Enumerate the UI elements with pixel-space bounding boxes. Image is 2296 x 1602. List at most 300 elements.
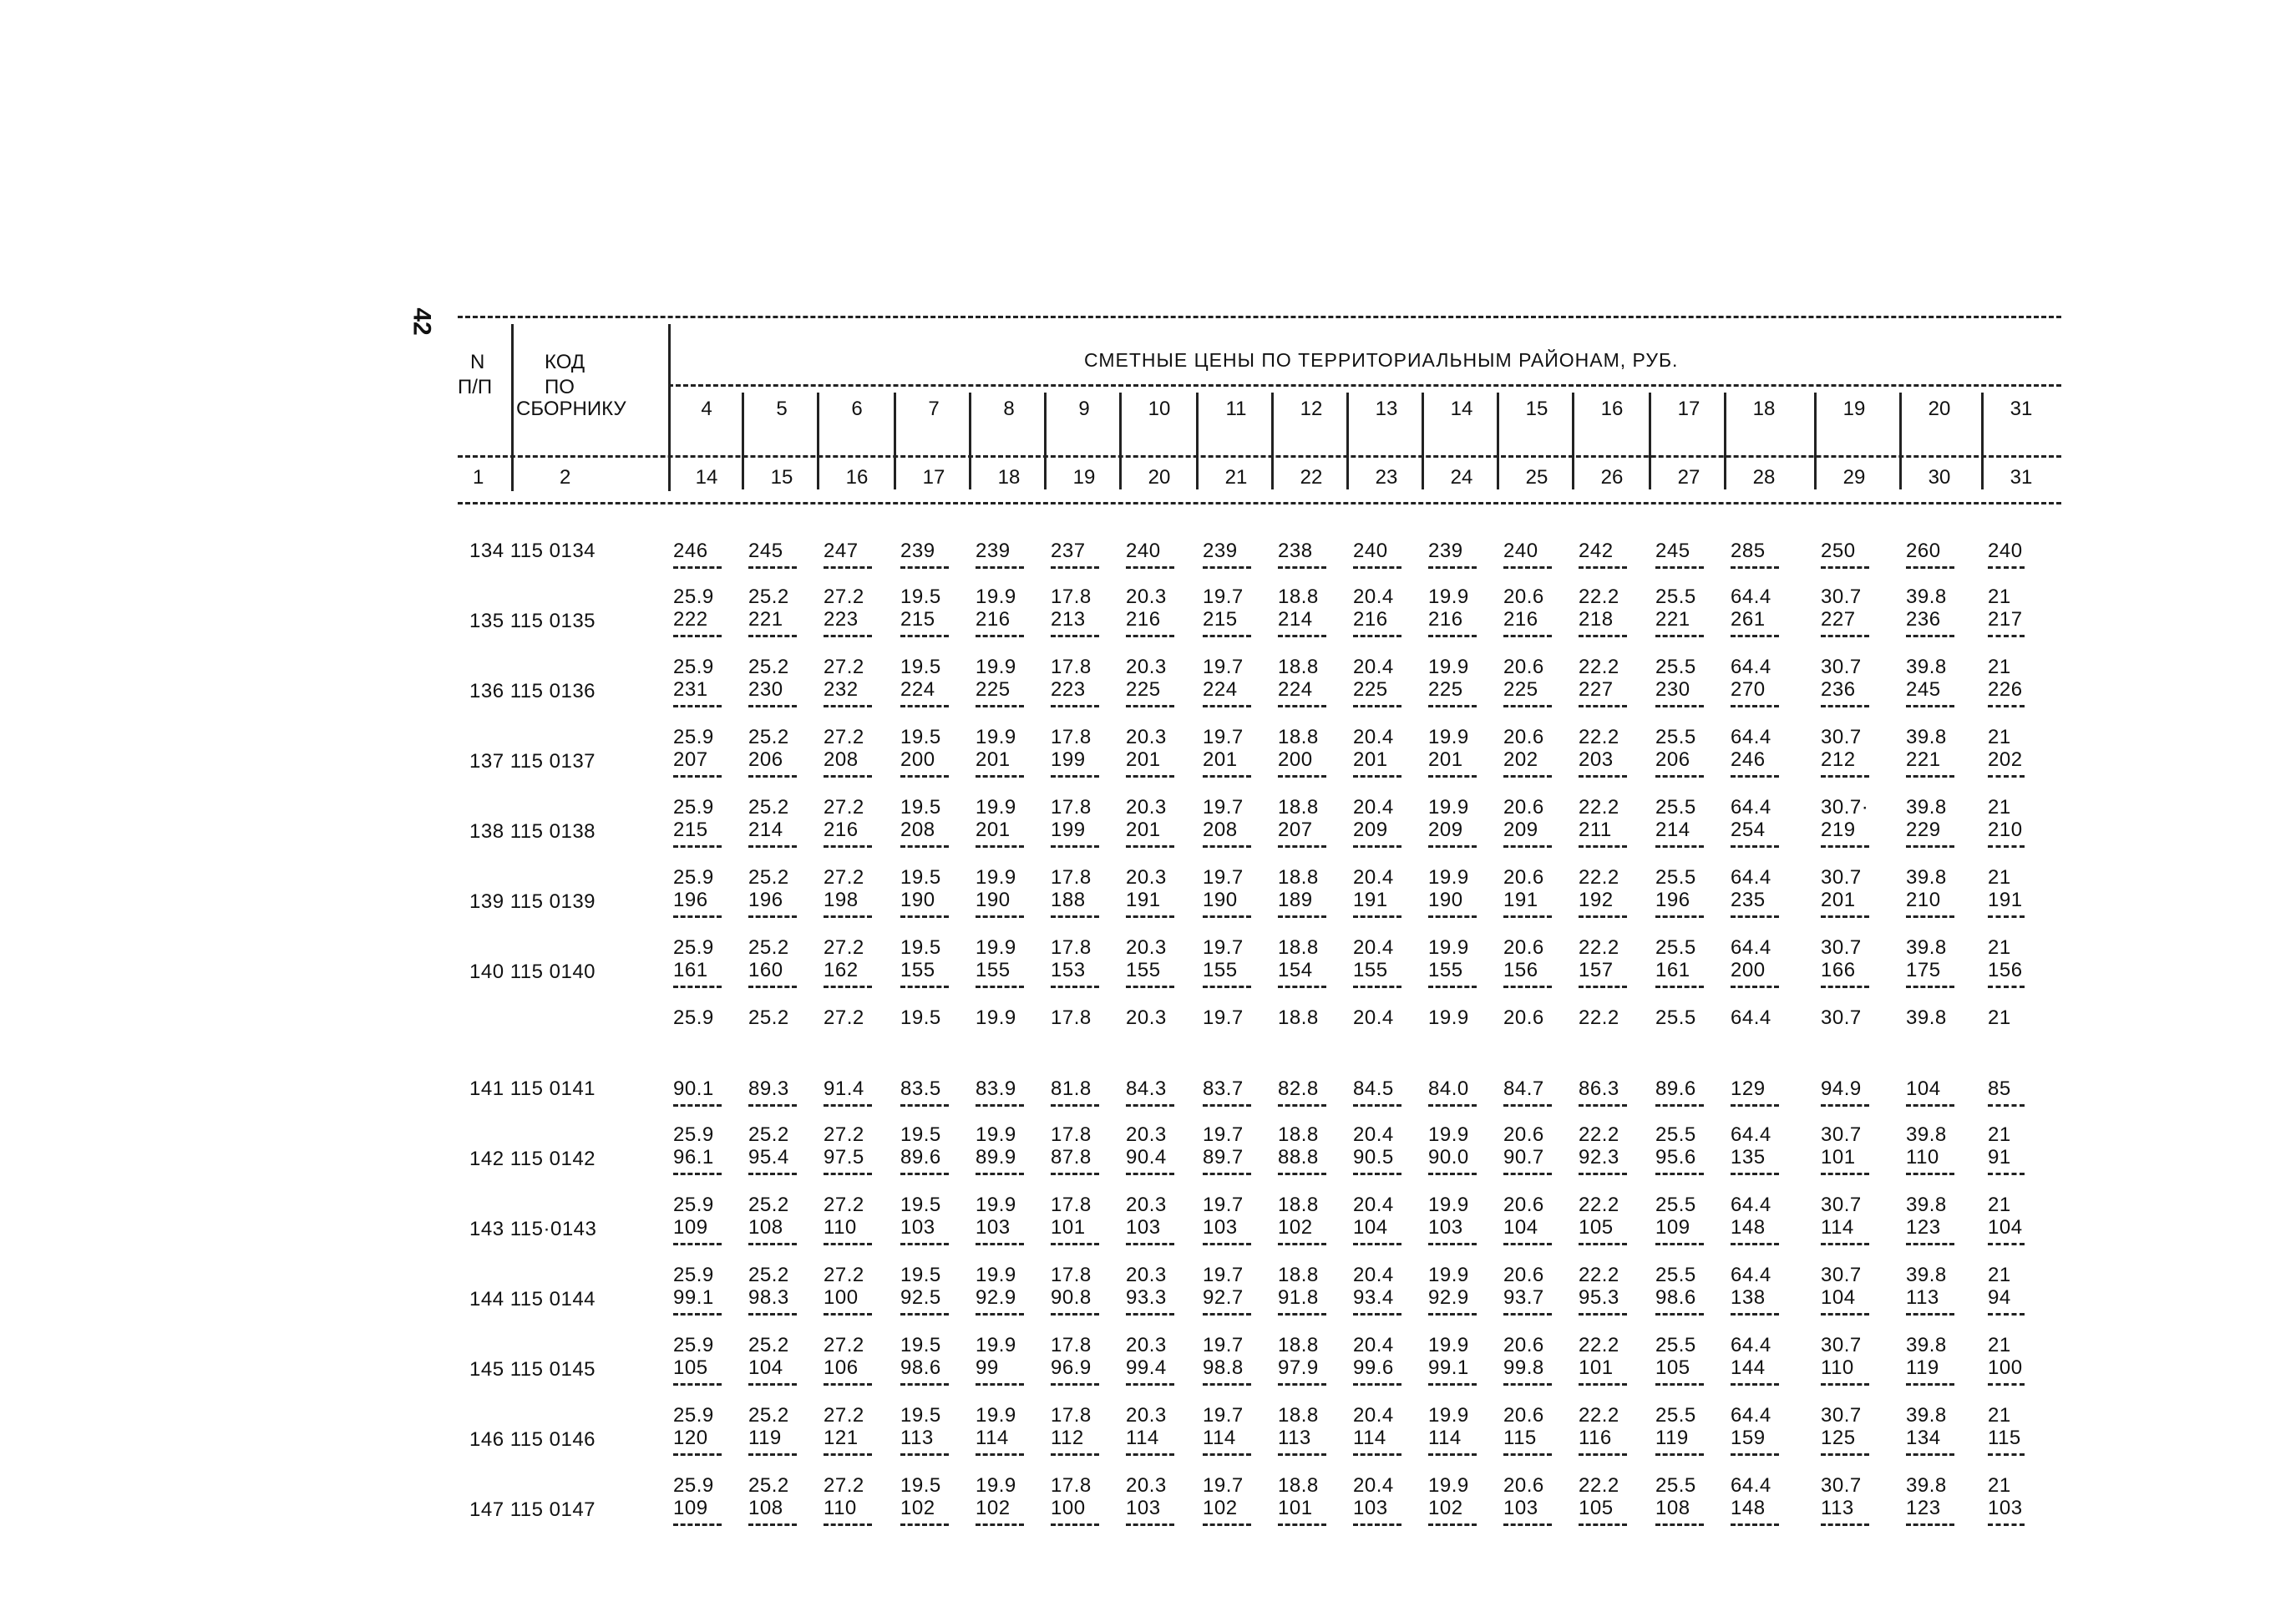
price-cell: 19.5 bbox=[900, 796, 941, 819]
price-cell: 22.2 bbox=[1579, 1006, 1619, 1029]
fraction-bar bbox=[1203, 1383, 1251, 1386]
price-cell: 17.8 bbox=[1051, 1006, 1092, 1029]
price-cell: 104 bbox=[1988, 1216, 2023, 1239]
fraction-bar bbox=[1428, 1313, 1477, 1316]
price-cell: 260 bbox=[1906, 540, 1941, 562]
price-cell: 27.2 bbox=[824, 1334, 864, 1356]
row-code: 146 115 0146 bbox=[469, 1428, 596, 1451]
fraction-bar bbox=[976, 1243, 1024, 1245]
fraction-bar bbox=[1203, 1173, 1251, 1175]
fraction-bar bbox=[900, 915, 949, 918]
fraction-bar bbox=[1503, 1453, 1552, 1456]
price-cell: 22.2 bbox=[1579, 726, 1619, 748]
price-cell: 213 bbox=[1051, 608, 1086, 631]
price-cell: 104 bbox=[748, 1356, 783, 1379]
price-cell: 225 bbox=[1428, 678, 1463, 701]
price-cell: 64.4 bbox=[1731, 1334, 1771, 1356]
fraction-bar bbox=[1203, 1104, 1251, 1107]
price-cell: 20.4 bbox=[1353, 1474, 1394, 1497]
fraction-bar bbox=[1051, 775, 1099, 778]
fraction-bar bbox=[1203, 1453, 1251, 1456]
fraction-bar bbox=[976, 986, 1024, 988]
fraction-bar bbox=[824, 1173, 872, 1175]
price-cell: 19.5 bbox=[900, 1404, 941, 1427]
fraction-bar bbox=[1579, 1523, 1627, 1526]
fraction-bar bbox=[824, 1104, 872, 1107]
price-cell: 17.8 bbox=[1051, 656, 1092, 678]
fraction-bar bbox=[1731, 1313, 1779, 1316]
row-code: 147 115 0147 bbox=[469, 1498, 596, 1521]
fraction-bar bbox=[1051, 1173, 1099, 1175]
price-cell: 99.6 bbox=[1353, 1356, 1394, 1379]
fraction-bar bbox=[1203, 775, 1251, 778]
price-cell: 19.5 bbox=[900, 1264, 941, 1286]
price-cell: 155 bbox=[976, 959, 1011, 981]
price-cell: 82.8 bbox=[1278, 1077, 1319, 1100]
price-cell: 17.8 bbox=[1051, 1264, 1092, 1286]
price-cell: 21 bbox=[1988, 1264, 2011, 1286]
fraction-bar bbox=[976, 1453, 1024, 1456]
fraction-bar bbox=[673, 566, 722, 569]
price-cell: 162 bbox=[824, 959, 859, 981]
fraction-bar bbox=[1579, 1383, 1627, 1386]
price-cell: 30.7 bbox=[1821, 1474, 1862, 1497]
price-cell: 19.5 bbox=[900, 1194, 941, 1216]
price-cell: 64.4 bbox=[1731, 656, 1771, 678]
price-cell: 25.5 bbox=[1655, 1194, 1696, 1216]
price-cell: 18.8 bbox=[1278, 656, 1319, 678]
price-cell: 19.7 bbox=[1203, 726, 1244, 748]
district-number: 6 bbox=[851, 398, 863, 420]
row-code: 134 115 0134 bbox=[469, 540, 596, 562]
price-cell: 201 bbox=[1126, 748, 1161, 771]
district-number: 10 bbox=[1148, 398, 1171, 420]
fraction-bar bbox=[748, 1173, 797, 1175]
fraction-bar bbox=[1655, 1453, 1704, 1456]
fraction-bar bbox=[748, 986, 797, 988]
fraction-bar bbox=[1655, 1523, 1704, 1526]
district-number: 19 bbox=[1842, 398, 1866, 420]
price-cell: 88.8 bbox=[1278, 1146, 1319, 1169]
fraction-bar bbox=[673, 1173, 722, 1175]
price-cell: 22.2 bbox=[1579, 656, 1619, 678]
price-cell: 212 bbox=[1821, 748, 1856, 771]
price-cell: 285 bbox=[1731, 540, 1766, 562]
price-cell: 113 bbox=[900, 1427, 934, 1449]
row-code: 135 115 0135 bbox=[469, 610, 596, 632]
price-cell: 25.9 bbox=[673, 1404, 714, 1427]
price-cell: 18.8 bbox=[1278, 1264, 1319, 1286]
price-cell: 201 bbox=[976, 748, 1011, 771]
price-cell: 27.2 bbox=[824, 796, 864, 819]
price-cell: 92.9 bbox=[1428, 1286, 1469, 1309]
price-cell: 225 bbox=[1353, 678, 1388, 701]
price-cell: 20.4 bbox=[1353, 1006, 1394, 1029]
price-cell: 217 bbox=[1988, 608, 2023, 631]
fraction-bar bbox=[900, 635, 949, 637]
price-cell: 27.2 bbox=[824, 656, 864, 678]
column-number: 29 bbox=[1842, 466, 1866, 489]
fraction-bar bbox=[1278, 1243, 1326, 1245]
price-cell: 240 bbox=[1353, 540, 1388, 562]
price-cell: 155 bbox=[900, 959, 935, 981]
fraction-bar bbox=[1203, 1523, 1251, 1526]
price-cell: 19.9 bbox=[976, 726, 1016, 748]
price-cell: 261 bbox=[1731, 608, 1766, 631]
price-cell: 19.9 bbox=[976, 1404, 1016, 1427]
price-cell: 39.8 bbox=[1906, 1006, 1947, 1029]
price-cell: 20.6 bbox=[1503, 1264, 1544, 1286]
price-cell: 97.5 bbox=[824, 1146, 864, 1169]
price-cell: 21 bbox=[1988, 1123, 2011, 1146]
price-cell: 201 bbox=[1353, 748, 1388, 771]
price-cell: 114 bbox=[976, 1427, 1009, 1449]
fraction-bar bbox=[1428, 635, 1477, 637]
price-cell: 190 bbox=[976, 889, 1011, 911]
price-cell: 103 bbox=[1126, 1497, 1161, 1519]
fraction-bar bbox=[1428, 1453, 1477, 1456]
fraction-bar bbox=[1906, 1104, 1954, 1107]
fraction-bar bbox=[900, 1243, 949, 1245]
price-cell: 19.9 bbox=[976, 936, 1016, 959]
district-divider bbox=[1981, 393, 1984, 489]
price-cell: 101 bbox=[1579, 1356, 1614, 1379]
fraction-bar bbox=[976, 1104, 1024, 1107]
fraction-bar bbox=[748, 1453, 797, 1456]
price-cell: 129 bbox=[1731, 1077, 1766, 1100]
price-cell: 25.5 bbox=[1655, 866, 1696, 889]
fraction-bar bbox=[673, 986, 722, 988]
price-cell: 21 bbox=[1988, 796, 2011, 819]
district-number: 7 bbox=[928, 398, 940, 420]
price-cell: 250 bbox=[1821, 540, 1856, 562]
price-cell: 246 bbox=[1731, 748, 1766, 771]
price-cell: 22.2 bbox=[1579, 866, 1619, 889]
price-cell: 236 bbox=[1821, 678, 1856, 701]
price-cell: 25.2 bbox=[748, 1123, 789, 1146]
fraction-bar bbox=[1203, 1313, 1251, 1316]
price-cell: 99 bbox=[976, 1356, 999, 1379]
price-cell: 39.8 bbox=[1906, 586, 1947, 608]
price-cell: 216 bbox=[1428, 608, 1463, 631]
price-cell: 27.2 bbox=[824, 1123, 864, 1146]
row-code: 140 115 0140 bbox=[469, 961, 596, 983]
price-cell: 22.2 bbox=[1579, 1123, 1619, 1146]
price-cell: 208 bbox=[1203, 819, 1238, 841]
fraction-bar bbox=[748, 566, 797, 569]
price-cell: 89.6 bbox=[1655, 1077, 1696, 1100]
price-cell: 19.9 bbox=[1428, 1264, 1469, 1286]
district-divider bbox=[1649, 393, 1651, 489]
header-divider-code bbox=[668, 324, 671, 491]
fraction-bar bbox=[1988, 1104, 2025, 1107]
price-cell: 30.7 bbox=[1821, 656, 1862, 678]
price-cell: 239 bbox=[1428, 540, 1463, 562]
fraction-bar bbox=[1051, 1313, 1099, 1316]
price-cell: 103 bbox=[1988, 1497, 2023, 1519]
price-cell: 113 bbox=[1821, 1497, 1854, 1519]
fraction-bar bbox=[1051, 1523, 1099, 1526]
price-cell: 103 bbox=[976, 1216, 1011, 1239]
fraction-bar bbox=[1428, 845, 1477, 848]
price-cell: 103 bbox=[1203, 1216, 1238, 1239]
fraction-bar bbox=[748, 1104, 797, 1107]
price-cell: 21 bbox=[1988, 936, 2011, 959]
price-cell: 20.6 bbox=[1503, 656, 1544, 678]
fraction-bar bbox=[1428, 1243, 1477, 1245]
price-cell: 20.3 bbox=[1126, 796, 1167, 819]
price-cell: 148 bbox=[1731, 1497, 1766, 1519]
price-cell: 221 bbox=[1655, 608, 1690, 631]
price-cell: 19.9 bbox=[1428, 586, 1469, 608]
price-cell: 216 bbox=[824, 819, 859, 841]
price-cell: 214 bbox=[748, 819, 783, 841]
fraction-bar bbox=[1821, 915, 1869, 918]
district-divider bbox=[1572, 393, 1574, 489]
price-cell: 105 bbox=[1579, 1216, 1614, 1239]
price-cell: 113 bbox=[1906, 1286, 1939, 1309]
fraction-bar bbox=[1821, 1104, 1869, 1107]
price-cell: 102 bbox=[1203, 1497, 1238, 1519]
fraction-bar bbox=[1503, 986, 1552, 988]
price-cell: 20.4 bbox=[1353, 1123, 1394, 1146]
price-cell: 96.1 bbox=[673, 1146, 714, 1169]
price-cell: 200 bbox=[900, 748, 935, 771]
price-cell: 20.3 bbox=[1126, 1474, 1167, 1497]
fraction-bar bbox=[1988, 566, 2025, 569]
fraction-bar bbox=[673, 1313, 722, 1316]
price-cell: 64.4 bbox=[1731, 866, 1771, 889]
fraction-bar bbox=[976, 1523, 1024, 1526]
column-number: 15 bbox=[770, 466, 793, 489]
fraction-bar bbox=[1503, 1173, 1552, 1175]
price-cell: 27.2 bbox=[824, 1006, 864, 1029]
price-cell: 110 bbox=[824, 1216, 857, 1239]
fraction-bar bbox=[1655, 705, 1704, 707]
price-cell: 27.2 bbox=[824, 726, 864, 748]
price-cell: 247 bbox=[824, 540, 859, 562]
price-cell: 102 bbox=[1428, 1497, 1463, 1519]
fraction-bar bbox=[1126, 915, 1174, 918]
header-top-rule bbox=[458, 316, 2061, 318]
price-cell: 30.7 bbox=[1821, 1194, 1862, 1216]
price-cell: 17.8 bbox=[1051, 586, 1092, 608]
price-cell: 98.6 bbox=[900, 1356, 941, 1379]
fraction-bar bbox=[1126, 635, 1174, 637]
price-cell: 196 bbox=[673, 889, 708, 911]
fraction-bar bbox=[1579, 1243, 1627, 1245]
price-cell: 19.5 bbox=[900, 1123, 941, 1146]
fraction-bar bbox=[748, 705, 797, 707]
price-cell: 39.8 bbox=[1906, 1194, 1947, 1216]
header-code-line: КОД bbox=[545, 351, 585, 373]
fraction-bar bbox=[1579, 1313, 1627, 1316]
price-cell: 109 bbox=[1655, 1216, 1690, 1239]
fraction-bar bbox=[1906, 705, 1954, 707]
fraction-bar bbox=[1278, 1173, 1326, 1175]
fraction-bar bbox=[1428, 1104, 1477, 1107]
price-cell: 20.4 bbox=[1353, 726, 1394, 748]
fraction-bar bbox=[1428, 1383, 1477, 1386]
fraction-bar bbox=[1278, 1104, 1326, 1107]
header-np-line: N bbox=[470, 351, 485, 373]
fraction-bar bbox=[900, 1173, 949, 1175]
fraction-bar bbox=[1821, 1313, 1869, 1316]
price-cell: 105 bbox=[673, 1356, 708, 1379]
column-number: 23 bbox=[1375, 466, 1398, 489]
price-cell: 209 bbox=[1428, 819, 1463, 841]
fraction-bar bbox=[1353, 635, 1401, 637]
fraction-bar bbox=[824, 705, 872, 707]
price-cell: 201 bbox=[1203, 748, 1238, 771]
district-number: 20 bbox=[1928, 398, 1951, 420]
price-cell: 30.7 bbox=[1821, 726, 1862, 748]
price-cell: 19.9 bbox=[976, 1123, 1016, 1146]
price-cell: 246 bbox=[673, 540, 708, 562]
price-cell: 93.4 bbox=[1353, 1286, 1394, 1309]
price-cell: 20.6 bbox=[1503, 1334, 1544, 1356]
price-cell: 225 bbox=[1126, 678, 1161, 701]
district-number: 15 bbox=[1525, 398, 1548, 420]
column-number: 14 bbox=[695, 466, 718, 489]
price-cell: 64.4 bbox=[1731, 1264, 1771, 1286]
price-cell: 100 bbox=[1051, 1497, 1086, 1519]
price-cell: 208 bbox=[900, 819, 935, 841]
price-cell: 196 bbox=[748, 889, 783, 911]
price-cell: 64.4 bbox=[1731, 1006, 1771, 1029]
price-cell: 106 bbox=[824, 1356, 859, 1379]
price-cell: 19.9 bbox=[976, 866, 1016, 889]
price-cell: 19.9 bbox=[1428, 936, 1469, 959]
price-cell: 113 bbox=[1278, 1427, 1311, 1449]
price-cell: 18.8 bbox=[1278, 1474, 1319, 1497]
fraction-bar bbox=[1731, 845, 1779, 848]
price-cell: 190 bbox=[1428, 889, 1463, 911]
price-cell: 227 bbox=[1821, 608, 1856, 631]
price-cell: 25.9 bbox=[673, 656, 714, 678]
price-cell: 91.8 bbox=[1278, 1286, 1319, 1309]
price-cell: 123 bbox=[1906, 1497, 1941, 1519]
price-cell: 21 bbox=[1988, 656, 2011, 678]
price-cell: 18.8 bbox=[1278, 1006, 1319, 1029]
price-cell: 39.8 bbox=[1906, 936, 1947, 959]
fraction-bar bbox=[824, 1453, 872, 1456]
header-np-line: П/П bbox=[458, 376, 493, 398]
fraction-bar bbox=[1655, 566, 1704, 569]
table-title: СМЕТНЫЕ ЦЕНЫ ПО ТЕРРИТОРИАЛЬНЫМ РАЙОНАМ, РУБ. bbox=[1084, 349, 1679, 371]
price-cell: 22.2 bbox=[1579, 586, 1619, 608]
price-cell: 191 bbox=[1988, 889, 2023, 911]
price-cell: 135 bbox=[1731, 1146, 1766, 1169]
fraction-bar bbox=[1579, 705, 1627, 707]
price-cell: 25.9 bbox=[673, 1264, 714, 1286]
price-cell: 17.8 bbox=[1051, 796, 1092, 819]
district-number: 14 bbox=[1450, 398, 1473, 420]
price-cell: 21 bbox=[1988, 1404, 2011, 1427]
price-cell: 102 bbox=[976, 1497, 1011, 1519]
price-cell: 156 bbox=[1988, 959, 2023, 981]
price-cell: 215 bbox=[900, 608, 935, 631]
price-cell: 99.8 bbox=[1503, 1356, 1544, 1379]
fraction-bar bbox=[748, 1523, 797, 1526]
price-cell: 108 bbox=[1655, 1497, 1690, 1519]
price-cell: 39.8 bbox=[1906, 866, 1947, 889]
fraction-bar bbox=[1051, 1383, 1099, 1386]
price-cell: 93.7 bbox=[1503, 1286, 1544, 1309]
fraction-bar bbox=[1051, 1243, 1099, 1245]
price-cell: 101 bbox=[1278, 1497, 1313, 1519]
fraction-bar bbox=[1821, 705, 1869, 707]
fraction-bar bbox=[1203, 986, 1251, 988]
row-code: 139 115 0139 bbox=[469, 890, 596, 913]
price-cell: 224 bbox=[1203, 678, 1238, 701]
district-number: 18 bbox=[1752, 398, 1776, 420]
fraction-bar bbox=[1353, 1173, 1401, 1175]
price-cell: 99.1 bbox=[1428, 1356, 1469, 1379]
row-code: 138 115 0138 bbox=[469, 820, 596, 843]
fraction-bar bbox=[1503, 1104, 1552, 1107]
price-cell: 230 bbox=[1655, 678, 1690, 701]
fraction-bar bbox=[1731, 635, 1779, 637]
price-cell: 25.2 bbox=[748, 1194, 789, 1216]
price-cell: 20.3 bbox=[1126, 1334, 1167, 1356]
column-number: 27 bbox=[1677, 466, 1700, 489]
fraction-bar bbox=[1655, 845, 1704, 848]
price-cell: 208 bbox=[824, 748, 859, 771]
price-cell: 19.9 bbox=[1428, 726, 1469, 748]
price-cell: 25.5 bbox=[1655, 726, 1696, 748]
fraction-bar bbox=[824, 566, 872, 569]
fraction-bar bbox=[1906, 1383, 1954, 1386]
fraction-bar bbox=[1203, 845, 1251, 848]
price-cell: 20.3 bbox=[1126, 586, 1167, 608]
price-cell: 109 bbox=[673, 1497, 708, 1519]
price-cell: 64.4 bbox=[1731, 936, 1771, 959]
price-cell: 25.5 bbox=[1655, 1474, 1696, 1497]
price-cell: 201 bbox=[1428, 748, 1463, 771]
price-cell: 25.9 bbox=[673, 866, 714, 889]
column-number: 1 bbox=[473, 466, 484, 489]
fraction-bar bbox=[1579, 845, 1627, 848]
price-cell: 19.7 bbox=[1203, 1334, 1244, 1356]
price-cell: 19.7 bbox=[1203, 1404, 1244, 1427]
fraction-bar bbox=[1503, 566, 1552, 569]
price-cell: 20.6 bbox=[1503, 1404, 1544, 1427]
price-cell: 206 bbox=[1655, 748, 1690, 771]
price-cell: 22.2 bbox=[1579, 1194, 1619, 1216]
price-cell: 18.8 bbox=[1278, 1194, 1319, 1216]
fraction-bar bbox=[976, 1383, 1024, 1386]
fraction-bar bbox=[1579, 635, 1627, 637]
fraction-bar bbox=[976, 1173, 1024, 1175]
price-cell: 25.2 bbox=[748, 936, 789, 959]
price-cell: 161 bbox=[673, 959, 708, 981]
district-divider bbox=[1814, 393, 1817, 489]
price-cell: 20.4 bbox=[1353, 586, 1394, 608]
fraction-bar bbox=[1278, 1523, 1326, 1526]
price-cell: 19.7 bbox=[1203, 1264, 1244, 1286]
fraction-bar bbox=[1126, 705, 1174, 707]
header-code-line: ПО bbox=[545, 376, 575, 398]
fraction-bar bbox=[748, 1313, 797, 1316]
fraction-bar bbox=[1731, 1173, 1779, 1175]
price-cell: 19.7 bbox=[1203, 1123, 1244, 1146]
fraction-bar bbox=[900, 1523, 949, 1526]
price-cell: 199 bbox=[1051, 819, 1086, 841]
price-cell: 191 bbox=[1126, 889, 1161, 911]
price-cell: 207 bbox=[673, 748, 708, 771]
price-cell: 19.7 bbox=[1203, 1474, 1244, 1497]
